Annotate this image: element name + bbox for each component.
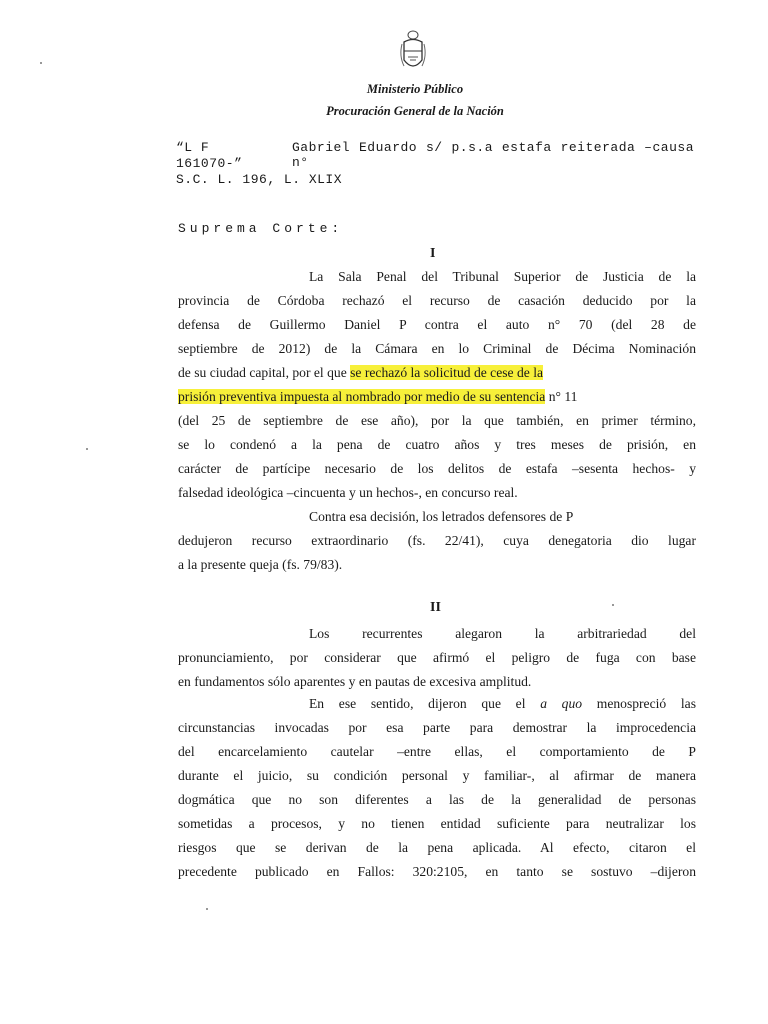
caption-party: “L F <box>176 140 210 155</box>
scan-speck <box>86 448 88 450</box>
caption-docket: S.C. L. 196, L. XLIX <box>176 172 343 187</box>
header-procuracion: Procuración General de la Nación <box>326 104 504 118</box>
section-numeral-2: II <box>430 600 441 615</box>
caption-cause-number: 161070-” <box>176 156 243 171</box>
text-line: del encarcelamiento cautelar –entre ellas, el comportamiento de P <box>178 744 696 759</box>
text-line: septiembre de 2012) de la Cámara en lo Criminal de Décima Nominación <box>178 341 696 356</box>
italic-text: a quo <box>540 696 583 711</box>
text-line: falsedad ideológica –cincuenta y un hechos-, en concurso real. <box>178 485 518 500</box>
text-line <box>309 695 696 713</box>
text-line: precedente publicado en Fallos: 320:2105, en tanto se sostuvo –dijeron <box>178 864 696 879</box>
coat-of-arms-icon <box>398 30 428 76</box>
text-line: se lo condenó a la pena de cuatro años y tres meses de prisión, en <box>178 437 696 452</box>
text-line: sometidas a procesos, y no tienen entidad suficiente para neutralizar los <box>178 816 696 831</box>
text-line: riesgos que se derivan de la pena aplicada. Al efecto, citaron el <box>178 840 696 855</box>
scan-speck <box>612 604 614 606</box>
text-line: defensa de Guillermo Daniel P contra el auto n° 70 (del 28 de <box>178 317 696 332</box>
text-line: Contra esa decisión, los letrados defensores de P <box>309 509 574 524</box>
text-line: (del 25 de septiembre de ese año), por la que también, en primer término, <box>178 413 696 428</box>
text-line <box>178 364 696 382</box>
text-segment: n° 11 <box>545 389 578 404</box>
text-segment: En ese sentido, dijeron que el <box>309 696 541 711</box>
highlighted-text: prisión preventiva impuesta al nombrado por medio de su sentencia <box>178 389 546 404</box>
highlighted-text: se rechazó la solicitud de cese de la <box>350 365 544 380</box>
text-line: dogmática que no son diferentes a las de la generalidad de personas <box>178 792 696 807</box>
text-line: provincia de Córdoba rechazó el recurso de casación deducido por la <box>178 293 696 308</box>
text-segment: menospreció las <box>582 696 696 711</box>
text-line: circunstancias invocadas por esa parte para demostrar la improcedencia <box>178 720 696 735</box>
text-line: dedujeron recurso extraordinario (fs. 22/41), cuya denegatoria dio lugar <box>178 533 696 548</box>
text-line: pronunciamiento, por considerar que afirmó el peligro de fuga con base <box>178 650 696 665</box>
text-line: Los recurrentes alegaron la arbitrariedad del <box>309 626 696 641</box>
section-numeral-1: I <box>430 246 436 261</box>
header-ministry: Ministerio Público <box>366 82 464 96</box>
scan-speck <box>40 62 42 64</box>
scan-speck <box>206 908 208 910</box>
text-line <box>178 388 696 406</box>
text-line: durante el juicio, su condición personal y familiar-, al afirmar de manera <box>178 768 696 783</box>
text-line: carácter de partícipe necesario de los delitos de estafa –sesenta hechos- y <box>178 461 696 476</box>
caption-title: Gabriel Eduardo s/ p.s.a estafa reiterada –causa n° <box>292 140 694 170</box>
text-segment: de su ciudad capital, por el que <box>178 365 351 380</box>
salutation: Suprema Corte: <box>178 221 344 236</box>
text-line: La Sala Penal del Tribunal Superior de Justicia de la <box>309 269 696 284</box>
text-line: en fundamentos sólo aparentes y en pautas de excesiva amplitud. <box>178 674 532 689</box>
text-line: a la presente queja (fs. 79/83). <box>178 557 343 572</box>
